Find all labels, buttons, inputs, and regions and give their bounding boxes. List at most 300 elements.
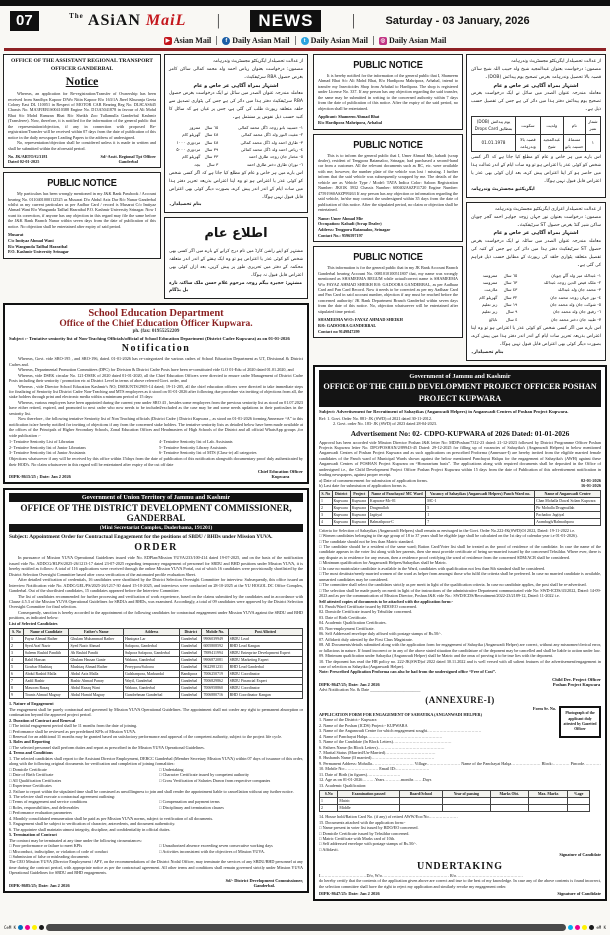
- list-item: 13. Academic Qualification:: [319, 782, 367, 788]
- ddc-footer-row: [9, 878, 303, 888]
- signature-line: Poshan Project Kupwara: [552, 681, 601, 687]
- table-cell: Pachadoo Jagtiyal: [535, 511, 601, 518]
- table-cell: S.No: [320, 791, 338, 798]
- social-twitter[interactable]: [301, 36, 368, 45]
- table-cell: Abdul Razaq Wani: [69, 685, 123, 692]
- table-cell: 3: [10, 650, 24, 657]
- public-notice-bank-name: [313, 246, 463, 338]
- table-row: [169, 153, 303, 160]
- list-item: Occupation: Kabadi (Scrap Dealer): [318, 221, 382, 227]
- list-item: Applicant: Shameem Ahmad Bhat: [318, 114, 380, 120]
- notification-heading: Notification: [121, 343, 191, 355]
- table-cell: SBDU Coordinator: [228, 685, 302, 692]
- urdu-body: مشتہر کو اپنے راشن کارڈ میں نام درج کرانے کے بارے میں اگر کسی بھی شخص کو کوئی عذر یا اعتراض ہو تو وہ ایک ہفتے کے اندر اندر متعلقہ محکمہ کے دفتر میں تحریری طور پر پیش کریں، بعد ازاں کوئی بھی اعتراض قابل قبول نہ ہوگا۔: [169, 249, 303, 278]
- table-cell: SBDU Lead: [228, 636, 302, 643]
- social-instagram[interactable]: [379, 36, 446, 45]
- dipk-number: DIPK-8615/25 ; Date: Jan 2 2026: [9, 474, 71, 480]
- notice-body: [318, 153, 458, 213]
- list-item: 03. Date of Birth Certificate.: [319, 614, 368, 620]
- divider: [216, 36, 217, 45]
- school-signature: [258, 469, 303, 479]
- public-notice-title: PUBLIC NOTICE: [47, 177, 117, 190]
- cyan-registration-dot: [568, 925, 573, 930]
- public-notice-shop: [313, 54, 463, 130]
- table-cell: مزدوری ۱۰۰۰: [176, 139, 201, 145]
- table-cell: Address: [123, 629, 179, 636]
- table-cell: زیر تعلیم: [481, 309, 498, 315]
- table-cell: District: [180, 629, 202, 636]
- list-item: □ Disciplinary and termination clauses: [159, 805, 303, 810]
- table-row: [10, 636, 303, 643]
- urdu-notice-st: [466, 202, 606, 361]
- table-cell: Drugmullah: [368, 504, 425, 511]
- order-heading: ORDER: [134, 542, 178, 554]
- terms-list: [9, 816, 303, 832]
- table-cell: ٥- شوکت جان ولد محمد جان: [549, 302, 601, 307]
- signature-line: Sd/-Asstt. Regional Tpt Officer: [100, 154, 156, 160]
- advert-subject: Subject: Advertisement for Recruitment of Sahayikas (Anganwadi Helpers) in Anganwadi Centres of Poshan Project Kupwara.: [319, 408, 569, 414]
- table-cell: Balmathpora-C: [368, 518, 425, 525]
- table-cell: Saleem Rashid Pandith: [23, 650, 69, 657]
- list-item: My particulars has been wrongly mentioned in my J&K Bank Passbook / Account bearing No. 0110401000112525 as Musarat D/o Abdul Aziz Dar R/o Nunar Ganderbal whilst as my current particulars as per Aadhar Card / record is Musarat C/o Imtiyaz Ahmad Wani R/o Wangunda Tailbal Hazratbal P.O. Kashmir University Srinagar. Now I want its correction, if anyone has any objection in this regard may file the same before the J&K Bank Branch Nunar within seven days from the date of publication of this notice. No objection shall be entertained after expiry of said period.: [8, 191, 156, 229]
- table-cell: Mobile No.: [202, 629, 228, 636]
- instagram-icon: ◎: [380, 37, 386, 44]
- list-item: 5. Engagement shall be subject to verification of character, antecedents, and document authenticity.: [9, 821, 176, 827]
- list-item: □ Affidavit.: [319, 847, 601, 852]
- list-item: 4- Tentative Seniority list of Lab. Assistants: [159, 439, 233, 445]
- last-date-row: [319, 483, 601, 488]
- table-cell: District: [332, 490, 350, 497]
- notification-body: [9, 356, 303, 438]
- terms-heading: 5. Termination of Contract: [9, 832, 57, 838]
- ref-line: Ref: 1. Govt. Order No. 881- JK (SWD) of 2021 dated 30-11-2012.: [319, 415, 433, 421]
- signature-line: Kupwara: [271, 474, 290, 480]
- urdu-closing: اس بارے میں اگر کسی شخص کو کوئی عذر یا اعتراض ہو تو وہ اپنا اعتراض بذریعہ تحریر سات ایام کے اندر اندر دفتر ہذا میں پیش کرے، بصورت دیگر کوئی بھی اعتراض قابل قبول نہیں ہوگا۔: [471, 326, 601, 347]
- urdu-notice-heading: اشتہار بمراہ آگاہی عر خاص و عام: [493, 230, 579, 237]
- gray-registration-bar: [46, 924, 566, 931]
- edition-date: Saturday - 03 January, 2026: [385, 15, 530, 27]
- brand-accent: MaiL: [145, 12, 187, 29]
- table-cell: Kupwara: [332, 504, 350, 511]
- table-cell: 5: [426, 504, 535, 511]
- dipk-number: DIPK-8685/25; Date: Jan 2 2026: [9, 882, 70, 888]
- table-cell: 9906039949: [202, 636, 228, 643]
- table-cell: Abdul Hamid Magray: [69, 692, 123, 699]
- table-cell: Examination passed: [338, 791, 400, 798]
- table-row: [320, 805, 590, 812]
- table-cell: Kupwara: [350, 504, 368, 511]
- table-row: [320, 511, 601, 518]
- table-cell: ولدیت: [540, 117, 563, 135]
- urdu-notice-rba: [164, 54, 308, 213]
- table-cell: ٣- محمد جان ولد عبداللہ: [557, 287, 601, 293]
- table-cell: Kupwara: [332, 518, 350, 525]
- table-cell: ٩ سال: [505, 309, 518, 315]
- right-half: [313, 54, 607, 905]
- list-item: Whereas, an application for Re-registration/Transfer of Ownership has been received from Sandhya Kapoor D/Wo Nitin Kapoor R/o 163/1A Jheel Khuranja Geeta Colony East DL 110051 in Respect of MOTOR CAR Bearing Reg No. DL8CAS645 Chassis No. MA3FJEB1S00410388 Engine No. D13A5041878 in favour of Ali Mohd Bhat S/o Mohd Ramzan Bhat R/o Sheikh Zoo Tullamulla Ganderbal Kashmir (Transferee). Now, therefore, it is notified for the information of the general public that the representation/objection, if any in connection with proposed Re-registration/Transfer will be received within 07 days from the date of publication of this notice in the daily newspaper Leading Papers to the address of undersigned.: [8, 91, 156, 140]
- table-row: [10, 650, 303, 657]
- list-item: R/o Wangunda Tailbal Hazratbal: [8, 243, 68, 249]
- arto-notice: [3, 54, 161, 168]
- table-cell: Name of Panchayat/ MC Ward: [368, 490, 425, 497]
- table-cell: ١- عبداللہ میر ولد آگے چوپان: [551, 272, 601, 278]
- urdu-signature: بنام تحصیلدار۔: [169, 202, 202, 208]
- list-item: 10. The deponent has read the HR policy no. 222-JK(SWD)of 2022 dated 30.11.2022 and is well versed with all salient features of the advertisement/engagement in case of selection as Sahayika (Anganwadi Helper).: [319, 658, 601, 669]
- vacancy-table: [319, 490, 601, 526]
- public-notice-title: PUBLIC NOTICE: [353, 251, 423, 264]
- advt-notification-line: Advt Notification No. & Date ________________________: [319, 686, 421, 692]
- table-cell: Project: [350, 490, 368, 497]
- table-cell: Arambagh/Balmathpora: [535, 518, 601, 525]
- table-row: [10, 643, 303, 650]
- table-row: [10, 685, 303, 692]
- list-item: Whereas, Govt. vide SRO-195 , and SRO-196, dated. 01-01-2026 has re-categorized the various cadres of School Education Department as UT, Divisional & District Cadres and.: [9, 356, 303, 367]
- table-cell: [490, 805, 528, 812]
- masthead: [0, 6, 610, 34]
- table-cell: 2: [10, 643, 24, 650]
- table-cell: 3: [320, 511, 333, 518]
- table-cell: Middle: [338, 805, 400, 812]
- table-row: [471, 279, 601, 286]
- list-item: □ Poor performance or failure to meet KPIs: [9, 843, 153, 848]
- table-row: [471, 316, 601, 323]
- notification-closing: [9, 456, 303, 467]
- table-cell: مزدوری ۵۰۰۰: [176, 146, 201, 152]
- terms-text: The contract may be terminated at any time under the following circumstances:: [9, 837, 142, 843]
- table-cell: 1: [10, 636, 24, 643]
- list-item: 5. Name of the Candidate (In Block Letters)……………………………………: [319, 739, 452, 745]
- list-item: R/o Hardipora Mahripora, Arhabal: [318, 119, 382, 125]
- table-cell: 7: [426, 518, 535, 525]
- table-cell: [443, 798, 491, 805]
- department-title: School Education Department: [88, 308, 224, 320]
- advert-body: Approval has been accorded vide Mission Director Poshan J&K letter No: MD/Poshan/7312-23 dated: 21-12-2023 followed by District Programme Officer Poshan Projects Kupwara letter No. DPO/POSHAN/2/89943-45 Dated: 29-12-2025 for filling up of vacancies of Sahayika's (Anganwadi Helpers) in below mentioned Anganwadi Centres of Poshan Project Kupwara and as such applications on prescribed Proforma (Annexure-I) are hereby invited from the eligible married female candidates of the Panch ward of Municipal Wards shown against the below mentioned Panchayat Halqas for the engagement of Sahayika's (AWH) against these Anganwadi Centres of POSHAN Project Kupwara on “Honorarium basis”. The applications along with required documents shall be deposited in the Office of undersigned i.e., the Child Development Project Officer Poshan Project Kupwara within 15 days from the date of Publication of this advertisement notification in leading newspapers, against proper receipt.: [319, 439, 601, 478]
- table-row: [320, 504, 601, 511]
- column-c: [313, 54, 463, 365]
- table-cell: Ganderbal: [180, 636, 202, 643]
- table-cell: 9906872081: [202, 657, 228, 664]
- table-cell: 7006958860: [202, 685, 228, 692]
- urdu-family-list: [471, 272, 601, 323]
- list-item: □ The candidate should be a resident of the same ward; Ration Card/Voter list shall be treated as the proof of residence of the candidate. In case the name of the candidate appears in the voter list along with her parents, then she must provide certificate of being un-married issued by the concerned Tehsildar. Where ever, there is any dispute as to residence for any reason, then a residence proof certifying the ward of residence from the concerned SDM/ACR shall be considered.: [319, 544, 601, 560]
- urdu-signature: مشتہر: حجیرہ بیگم زوجہ مرحوم غلام حسن ملک ساکنہ نارہ بل بڈگام: [169, 280, 302, 294]
- list-item: 6- Tentative Seniority list of MTS (Class-iv) all categories: [159, 450, 257, 456]
- column-b: [164, 54, 308, 303]
- social-youtube[interactable]: [164, 36, 212, 45]
- table-cell: Kupwara-Mc-01: [368, 497, 425, 504]
- divider: [295, 36, 296, 45]
- urdu-itlaa-title: اطلاع عام: [204, 226, 268, 242]
- list-item: 11. Date of Birth (in figures)……………………: [319, 771, 401, 777]
- table-cell: 1: [426, 511, 535, 518]
- table-cell: BHD Lead Ganderbal: [228, 664, 302, 671]
- public-notice-vehicle: [313, 134, 463, 243]
- dipk-number: DIPK-8647/25: Date: Jan 2 2026: [319, 891, 380, 897]
- table-row: [320, 798, 590, 805]
- list-item: □ Performance evaluation parameters: [9, 810, 153, 815]
- bank-notice-body: [8, 191, 156, 229]
- table-cell: Ganderbal: [180, 664, 202, 671]
- table-row: [320, 791, 590, 798]
- table-cell: Pir Mohalla Drugmullah: [535, 504, 601, 511]
- table-cell: ٤٣ سال: [503, 287, 518, 293]
- table-row: [471, 308, 601, 315]
- notification-subject: Subject :- Tentative seniority list of Non-Teaching Officials/official of School Education Department (District Cadre Kupwara) as on 01-01-2026: [9, 336, 290, 342]
- list-item: □ All Qualification Certificates: [9, 778, 153, 783]
- list-item: 4. Monthly consolidated remuneration shall be paid as per Mission YUVA norms, subject to verification of all documents.: [9, 815, 214, 821]
- table-cell: 1: [320, 497, 333, 504]
- table-cell: نام: [563, 117, 585, 135]
- terms-text: 3. The selectee shall execute a contractual agreement outlining:: [9, 793, 116, 799]
- table-row: [10, 657, 303, 664]
- table-cell: Rahil Hassan: [23, 657, 69, 664]
- table-cell: Syed Nazir Ahmad: [69, 643, 123, 650]
- table-row: [169, 146, 303, 153]
- table-cell: ٥- مختار جان زوجہ طارق احمد: [248, 154, 303, 160]
- terms-text: The engagement shall be purely contractual and governed by Mission YUVA Operational Guidelines. The appointment shall not confer any right to permanent absorption or continuation beyond the approved project period.: [9, 706, 303, 718]
- list-item: □ In case no matriculate candidate is available in the Ward, candidates with qualification not less than 8th standard shall be considered.: [319, 566, 601, 571]
- dipk-number: DIPK-8647/25; Date: Jan 2 2026: [319, 681, 380, 687]
- table-cell: ٦- نوران طارق دختر طارق احمد: [246, 161, 303, 167]
- order-body: [9, 555, 303, 620]
- social-row: [0, 34, 610, 47]
- note-line: Note: Prescribed Application Proforma can also be had from the undersigned office “Free of Cost”.: [319, 669, 497, 675]
- office-title: OFFICE OF THE CHILD DEVELOPMENT PROJECT OFFICER POSHAN: [323, 381, 597, 391]
- blue-registration-dot: [18, 925, 23, 930]
- date-value: 16-01-2026: [580, 482, 601, 488]
- list-item: No, representation/objection shall be considered unless it is made in written and shall be submitted within the aforesaid period.: [8, 140, 156, 151]
- table-row: [471, 272, 601, 279]
- list-item: □ Date of Birth Certificate: [9, 772, 153, 777]
- table-cell: ٣ سال: [206, 161, 219, 167]
- table-cell: [568, 798, 589, 805]
- table-cell: ٣٣ سال: [204, 154, 219, 160]
- list-item: □ Misconduct, indiscipline, or violation of code of conduct: [9, 849, 153, 854]
- divider: [373, 36, 374, 45]
- table-cell: Bashir Ahmad Parray: [69, 678, 123, 685]
- arto-notice-title: Notice: [65, 74, 99, 89]
- registration-marks-right: ⊕M K: [596, 924, 606, 930]
- table-row: [10, 671, 303, 678]
- social-facebook[interactable]: [222, 36, 289, 45]
- table-cell: 4: [10, 657, 24, 664]
- urdu-closing: اس بارے میں ہر خاص و عام کو مطلع کیا جاتا ہے کہ اگر کسی شخص کو کوئی عذر یا اعتراض ہو تو وہ اپنا اعتراض بذریعہ تحریر دفتر ہذا میں سات ایام کے اندر اندر پیش کرے، بصورت دیگر کوئی بھی اعتراض قابل قبول نہیں ہوگا۔: [169, 170, 303, 200]
- list-item: 12. Age as on 01-01-2026………Years…………months ……Days: [319, 777, 432, 783]
- table-cell: ٦٥ سال: [204, 124, 219, 130]
- office-address: (Mini Secretariat Complex, Duderhama, 191201): [99, 525, 213, 532]
- table-cell: [528, 805, 568, 812]
- ddc-govt-band: [9, 493, 303, 502]
- table-cell: 7: [10, 678, 24, 685]
- table-cell: گھریلو کام: [479, 294, 498, 300]
- magenta-registration-dot: [575, 925, 580, 930]
- list-item: This is to inform the general public that I, Umer Ahmad Mir, kabadi (scrap dealer), resident of Tengpora Batamaloo, Srinagar, had purchased a second-hand car from a customer. All the relevant documents such as RC, etc. were available with me; however, the number plate of the vehicle was lost / missing. I further inform that the said vehicle was subsequently scrapped by me. The details of the vehicle are as Vehicle Type / Model: TATA Indica Color: Saloon Registration Number: JK01K 3932 Chassis Number: 600402ASZP11720 Engine Number: 475919S0ASZP99263 If any person has any objection or information regarding the said vehicle, he/she may contact the undersigned within 35 days from the date of publication of this notice. After the stipulated period, no claim or objection shall be entertained.: [318, 152, 458, 213]
- table-cell: Ghulam Muhammad Rather: [69, 636, 123, 643]
- urdu-subject-line: مضمون: درخواست بعنوان ریاض احمد ولد محمد کمالی ساکن کامز بغرض حصول RBA سرٹیفکیٹ۔: [169, 66, 303, 80]
- table-row: [471, 286, 601, 293]
- advert-number: Advertisement No: 02- CDPO-KUPWARA of 2026 Dated: 01-01-2026: [350, 428, 570, 438]
- list-item: 1. Name of the District:- Kupwara: [319, 717, 377, 723]
- urdu-notice-dob: [466, 54, 606, 198]
- list-item: □ Cross Verification of Salaries Drawn from respective companies: [159, 778, 303, 783]
- signature-line: Sd/- District Development Commissioner,: [225, 877, 303, 883]
- table-cell: Fayaz Ahmad Rather: [23, 636, 69, 643]
- list-item: This information is for the general public that in my JK Bank Account Branch Ganderbal bearing Account No. 0081010100511807 that, my name was wrongly mentioned as SHAMEEMA BEGUM while actual/correct name is SHAMEEMA W/o FAYAZ AHMAD SHEIKH R/0: GADOORA GANDERBAL, as per Aadhaar Card and Pan Card Record. Now it needs to be corrected as per my Aadhaar Card and Pan Card in said account number, objection if any must be reached before the concerned authority/ JK Bank Department Branch Ganderbal within seven days from the date of this notice. No, objection whatsoever will be entertained after stipulated time period.: [318, 265, 458, 314]
- undertaking-body: do hereby certify that the contents of the application given above are correct and true to the best of my knowledge. In case any of the above contents is found incorrect, the selection committee shall have the right to reject my application and similarly revoke my engagement order.: [319, 878, 601, 889]
- list-item: 15. Documents attached with the application form:-: [319, 819, 406, 825]
- office-title: Office of the Chief Education Officer Kupwara.: [59, 319, 253, 330]
- list-item: Now therefore , the following tentative Seniority list of Non Teaching officials (District Cadre ) District Kupwara ,, as stood on 01-01-2026 forming Annexure “A” to this notification is/are hereby notified for inviting of objections if any from the concerned stake holders. The tentative seniority lists as detailed below have been made available at the offices of the Principals of Higher Secondary Schools, Zonal Education Offices and Headmasters of High Schools of the District and all official WhatsApp groups ,for wide publication :-: [9, 416, 303, 438]
- list-item: □ The selected personnel shall perform duties and report as prescribed in the Mission YUVA Operational Guidelines.: [9, 745, 303, 750]
- list-item: □ The initial engagement period shall be 11 months from the date of joining.: [9, 723, 303, 728]
- list-item: In pursuance of Mission YUVA Operational Guidelines issued vide No. EDPlan/Mission YUVA/233/100-414 dated 19-07-2025, and on the basis of the notification issued vide No. ADDCG/HLPS/2025-26/1213-17 dated 23-07-2025 regarding temporary engagement of personnel for SBDU and BHD positions under Mission YUVA, it is hereby notified as follows: A total of 116 applications were received through the online Mission YUVA Portal, out of which 16 candidates were provisionally shortlisted by the District Selection Oversight Committee based after cross verification of the automated profile evaluation Sheet.: [9, 555, 303, 577]
- ref-date: Dated 02-01-2025: [8, 159, 40, 165]
- criteria-list: [319, 533, 601, 598]
- list-item: C/o Imtiyaz Ahmad Wani: [8, 237, 54, 243]
- arto-ref-row: [8, 154, 156, 164]
- urdu-notice-heading: اشتہار بمراہ آگاہی عر خاص و عام: [193, 82, 279, 89]
- list-item: □ Character Certificate issued by competent authority: [159, 772, 303, 777]
- table-cell: Marks Obt.: [490, 791, 528, 798]
- column-d: [466, 54, 606, 365]
- school-education-section: [3, 303, 309, 484]
- list-item: □ Activities inconsistent with the objectives of Mission YUVA.: [159, 849, 303, 854]
- ddc-office-title: OFFICE OF THE DISTRICT DEVELOPMENT COMMISSIONER, GANDERBAL: [20, 503, 292, 524]
- table-cell: سکونت: [516, 117, 541, 135]
- list-item: 2- Tentative Seniority list of Junior Librarians: [9, 444, 86, 450]
- table-cell: 01.01.1978: [472, 134, 516, 152]
- urdu-court-line: از عدالت تحصیلدار اعزازی ایگزیکٹیو مجسٹریٹ وندرہامہ: [494, 206, 601, 212]
- arto-body: [8, 91, 156, 151]
- form-serial: Form Sr. No.: [532, 706, 556, 712]
- list-item: After detailed verification of credentials, 16 candidates were shortlisted by the District Selection Oversight Committee for interview. Subsequently, this office issued an Interview Notification vide No. ADDC/GEL/PS/2025-26/1217-30 dated 15-10-2025, and interviews were conducted on 28-10-2025 at the YU HOGOL DC Office Complex, Ganderbal. Out of the shortlisted candidates, 15 candidates appeared before the Interview Committee.: [9, 577, 303, 594]
- school-footer-row: [9, 469, 303, 479]
- urdu-closing: اس بارے میں ہر خاص و عام کو مطلع کیا جاتا ہے کہ اگر کسی شخص کو کوئی عذر یا اعتراض ہو تو وہ سات ایام کے اندر عدالت ہذا میں حاضر ہو کر اپنا اعتراض پیش کرے، بعد ازاں کوئی بھی عذر یا اعتراض قابل قبول نہیں ہوگا۔: [470, 155, 601, 184]
- table-cell: 6005808592: [202, 643, 228, 650]
- table-cell: Wayil, Ganderbal: [123, 678, 179, 685]
- table-cell: Gundrehman Ganderbal: [123, 692, 179, 699]
- list-item: □ Minimum qualification for Anganwadi Helpers/Sahayikas shall be Matric.: [319, 560, 601, 565]
- table-cell: SBDU Financial Expert: [228, 678, 302, 685]
- table-cell: 2: [320, 504, 333, 511]
- list-item: Contact no 9149847299: [318, 328, 360, 334]
- urdu-body: معاملہ مندرجہ عنوان الصدر میں سائلہ نے ایک درخواست بغرض حصول ST سرٹیفکیٹ دفتر ہذا میں دائر کی ہے جس کے کنبہ کی تفصیل متعلقہ پٹواری حلقہ کی رپورٹ کے مطابق حسب ذیل فراہم کی گئی ہے۔: [471, 239, 601, 268]
- social-label: Daily Asian Mail: [310, 36, 368, 45]
- table-row: [10, 692, 303, 699]
- table-cell: Ab Rashid Pandit: [69, 650, 123, 657]
- list-item: P.O. Kashmir University Srinagar: [8, 249, 69, 255]
- table-row: [471, 294, 601, 301]
- urdu-court-line: از عدالت تحصیلدار ایگزیکٹو مجسٹریٹ وندرہامہ: [510, 59, 601, 64]
- magenta-registration-dot: [25, 925, 30, 930]
- table-cell: Kupwara: [350, 497, 368, 504]
- office-title: PROJECT KUPWARA: [418, 393, 502, 403]
- table-row: [320, 497, 601, 504]
- annexure-section: [319, 695, 601, 896]
- black-registration-dot: [589, 925, 594, 930]
- table-cell: 8: [10, 685, 24, 692]
- list-item: 04. Academic Qualification Certificates.: [319, 620, 387, 626]
- date-label: a) Date of commencement for submission of application forms.: [319, 477, 428, 483]
- table-cell: شمار نمبر: [585, 117, 600, 135]
- table-row: [10, 678, 303, 685]
- masthead-rule: [4, 48, 606, 51]
- yellow-registration-dot: [582, 925, 587, 930]
- list-item: □ Experience Certificates: [9, 783, 153, 788]
- table-cell: Kupwara: [332, 511, 350, 518]
- table-cell: ملازمت: [484, 287, 498, 293]
- table-cell: [443, 805, 491, 812]
- list-item: □ Terms of engagement and service conditions: [9, 799, 153, 804]
- school-section-header: [9, 308, 303, 334]
- list-item: □ Performance shall be reviewed as per predefined KPIs of Mission YUVA.: [9, 729, 303, 734]
- list-item: □ Matric Certificate with Marks card of 10th.: [319, 836, 601, 841]
- ref-number: No. JK/ARTO/G/3181: [8, 154, 48, 160]
- table-cell: Wakura, Ganderbal: [123, 685, 179, 692]
- table-row: [169, 124, 303, 131]
- table-cell: ٦٥ سال: [503, 272, 518, 278]
- list-item: □ Undertaking: [159, 767, 303, 772]
- table-cell: SBDU Enterprise Development Expert: [228, 650, 302, 657]
- table-cell: یوم پیدائش (DOB) بمطابق Drops Card: [472, 117, 516, 135]
- list-item: Whereas , vide Director School Education Kashmir's NO; DSEK/NTS/2905-14 dated; 19-11-205, all the chief education officers were directed to take immediate steps for finalizing of Seniority list District Cadre Non-Teaching and MTS employees as it stood on 01-01-2026 after following due procedure via inviting of objections from all, the stake holders through print and electronic media within a minimum period of 15 days:: [9, 383, 303, 400]
- table-cell: Masoom Razaq: [23, 685, 69, 692]
- table-cell: MC-1: [426, 497, 535, 504]
- list-item: □ Name present in voter list issued by BDO/EO concerned.: [319, 825, 601, 830]
- table-row: [472, 117, 601, 135]
- notice-body: [318, 265, 458, 314]
- table-cell: Father's Name: [69, 629, 123, 636]
- agreement-items-list: [9, 799, 303, 815]
- poshan-sig-row: [319, 677, 601, 687]
- dob-table: [471, 116, 601, 152]
- poshan-signature: [552, 677, 601, 687]
- ddc-signature: [226, 878, 303, 888]
- table-row: [471, 301, 601, 308]
- qualification-table: [319, 790, 590, 812]
- registration-marks-left: C⊕M K: [4, 924, 17, 930]
- table-cell: Post Allotted: [228, 629, 302, 636]
- table-cell: 7006829862: [202, 678, 228, 685]
- terms-text: The CEO Mission YUVA (Director Employment / APY, on the recommendations of the District Nodal Officer, may terminate the services of any SBDU/BHD personnel at any time during the contract period, with appropriate notice as per the contractual agreement. All other terms and conditions shall remain governed strictly under Mission YUVA Operational Guidelines for SBDU and BHD engagements.: [9, 859, 303, 876]
- twitter-icon: t: [301, 37, 309, 45]
- list-item: □ Women candidates belonging to the age group of 18 to 37 years shall be eligible (age shall be calculated on the 1st day of calendar year i.e 01-01-2026).: [319, 533, 601, 538]
- ddc-address-band: [9, 524, 303, 532]
- list-item: 4. Name of Panchayat Halqa………………………………………………: [319, 733, 443, 739]
- annexure-footer-row: [319, 891, 601, 896]
- list-item: Musarat: [8, 232, 24, 238]
- table-row: [169, 161, 303, 168]
- terms-heading: 3. Roles and Reporting: [9, 739, 50, 745]
- divider: |: [216, 12, 220, 29]
- table-cell: Ganderbal: [180, 692, 202, 699]
- office-phone: ph. (fax: 01955252209: [132, 329, 180, 335]
- govt-title: Government of Union Territory of Jammu and Kashmir: [81, 494, 231, 502]
- date-value: 02-01-2026: [580, 477, 601, 483]
- table-cell: Gowhar Mushtaq: [23, 664, 69, 671]
- yellow-registration-dot: [32, 925, 37, 930]
- youtube-icon: ▶: [165, 37, 170, 44]
- table-cell: Mushtaq Ahmad Rather: [69, 664, 123, 671]
- arto-ref-no: [8, 154, 48, 164]
- list-item: □ The committee shall select the candidates strictly as per merit in light of the qualification criteria. In case no candidate applies, the post shall be re-advertised.: [319, 582, 601, 587]
- signature-line: Chief Education Officer: [257, 469, 303, 475]
- list-item: The list of candidates recommended for further processing and verification of work experience, based on the claims submitted by the candidates and in accordance with Clause 4.5.3 of the Mission YUVA Operational Guidelines for SBDUs and BHDs, was examined. Accordingly, a total of 09 candidates were approved by the District Selection Oversight Committee for final selection.: [9, 593, 303, 610]
- table-cell: ٦- رفیق جان ولد محمد جان: [552, 309, 601, 315]
- divider: |: [351, 12, 356, 29]
- table-cell: ٤ سال: [505, 316, 518, 322]
- table-cell: گھریلو کام: [182, 132, 201, 138]
